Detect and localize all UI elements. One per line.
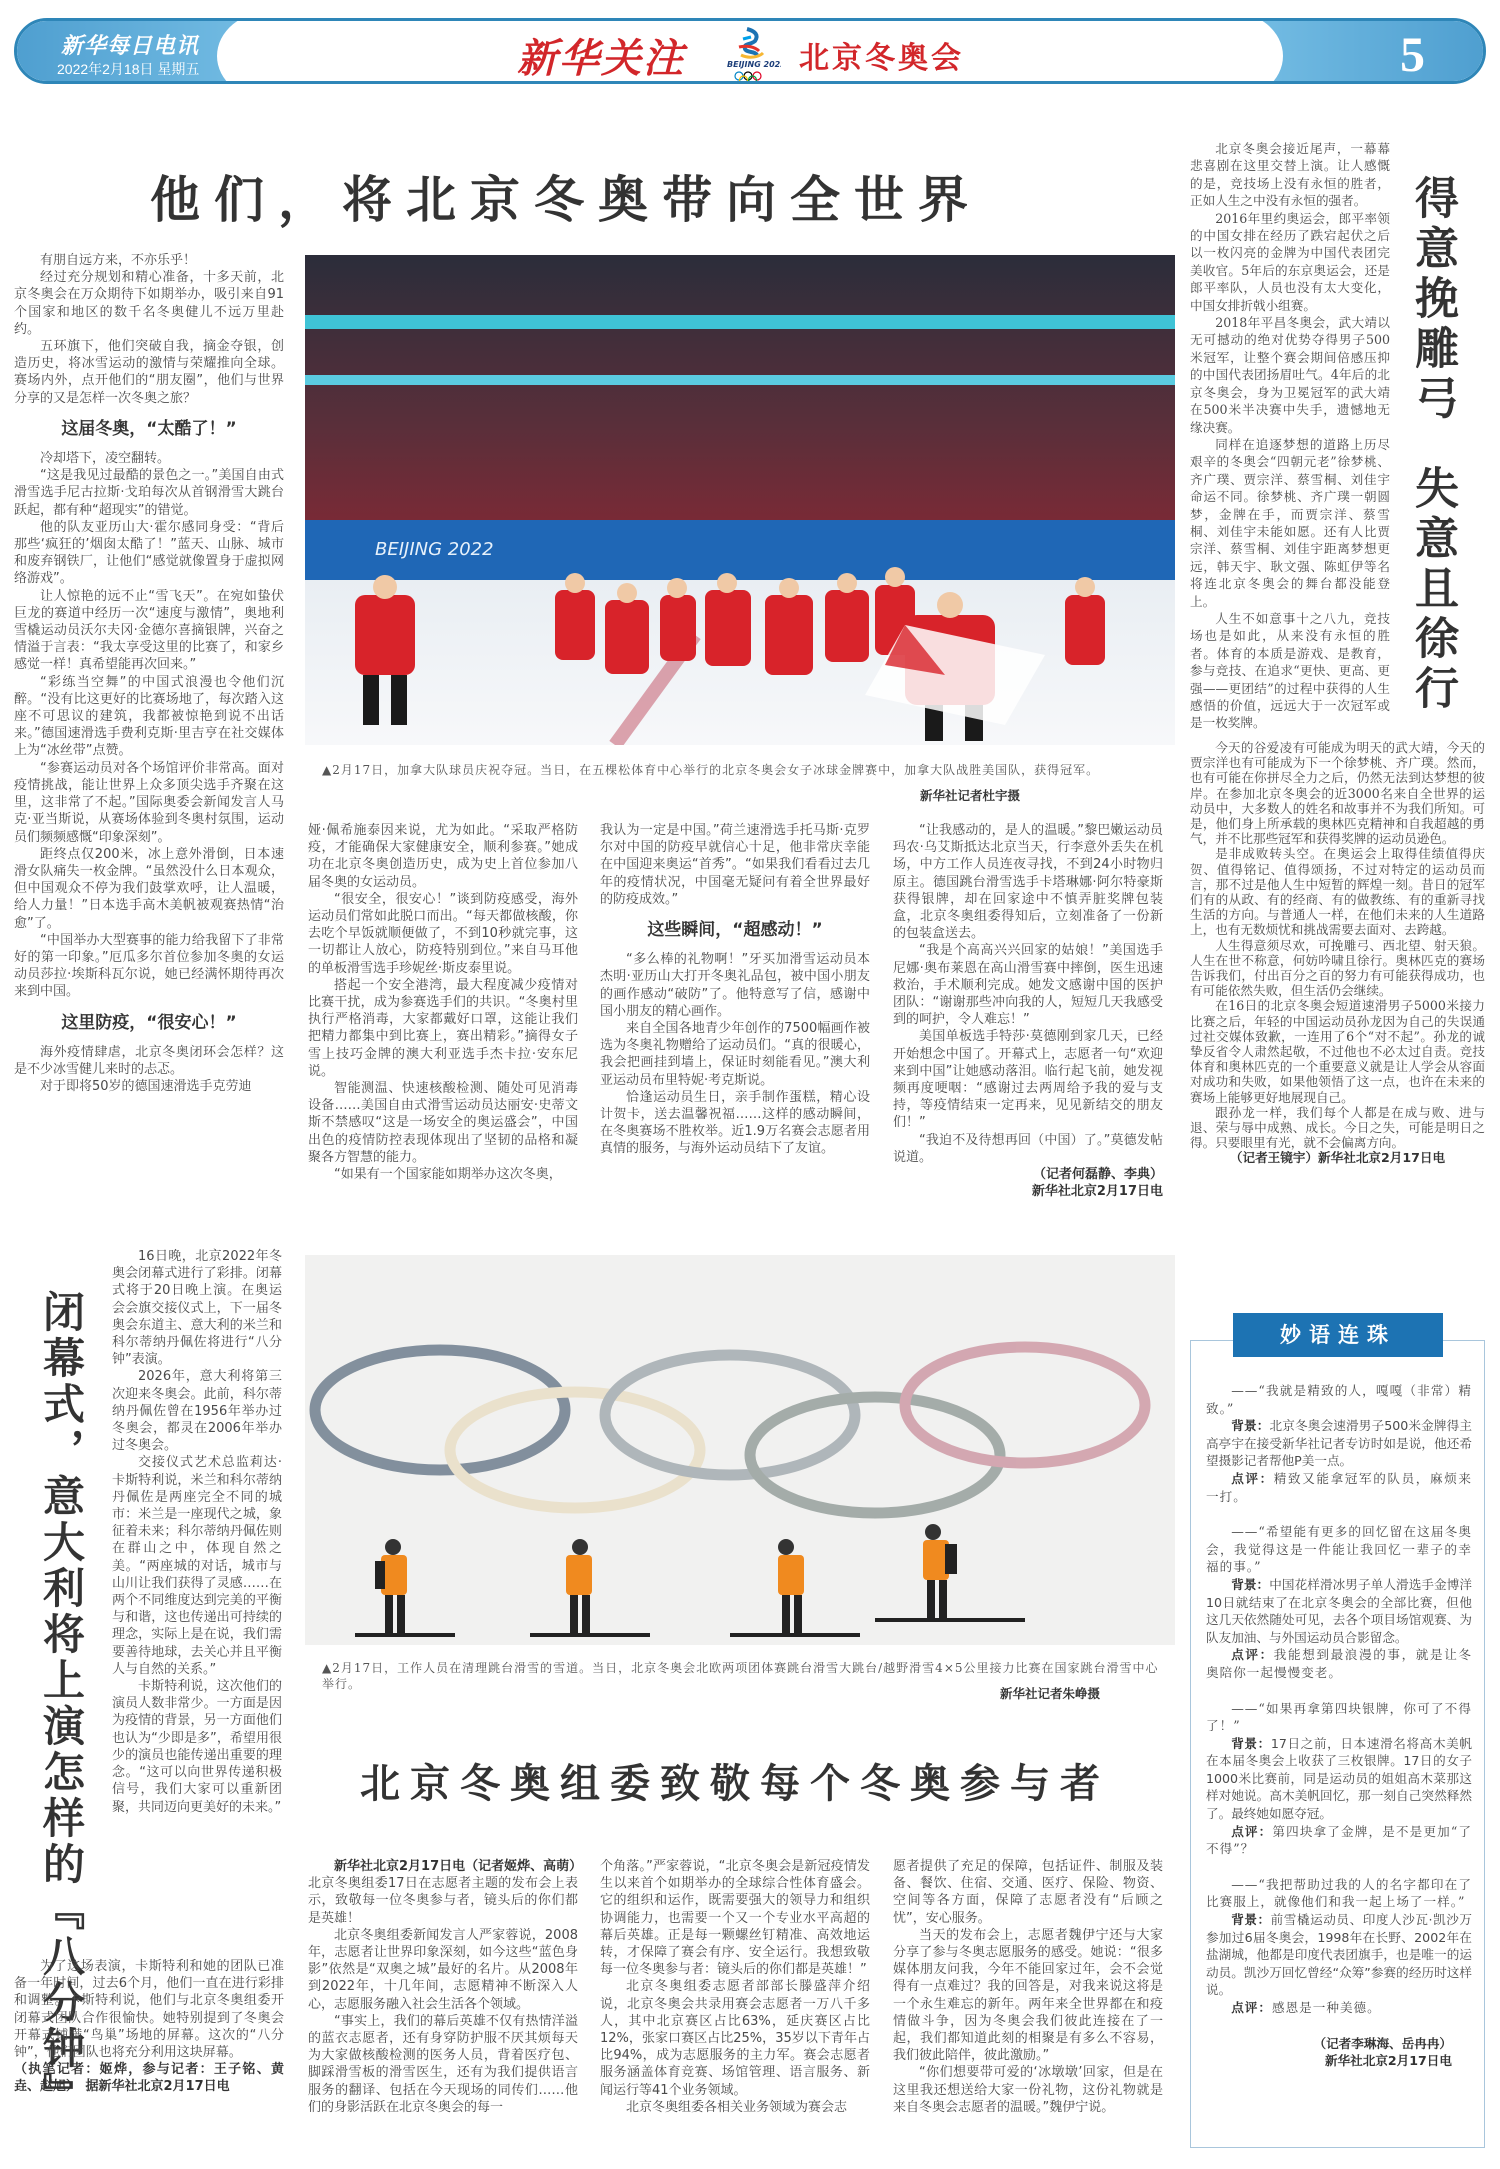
quote-item: ——“我把帮助过我的人的名字都印在了比赛服上，就像他们和我一起上场了一样。” 背景：前雪橇运动员、印度人沙瓦·凯沙万参加过6届冬奥会，1998年在长野、2002年在盐湖城，他都是印度代表团旗手，也是唯一的运动员。凯沙万回忆曾经“众筹”参赛的经历时这样说。 点评：感恩是一种美德。 [1206, 1876, 1472, 2015]
commentary-headline-part1: 得意挽雕弓 [1407, 175, 1458, 425]
svg-text:BEIJING 2022: BEIJING 2022 [375, 539, 494, 560]
masthead [14, 18, 1486, 84]
volunteer-story-col3: 愿者提供了充足的保障，包括证件、制服及装备、餐饮、住宿、交通、医疗、保险、物资、空间等各方面，保障了志愿者没有“后顾之忧”，安心服务。 当天的发布会上，志愿者魏伊宁还与大家分享了参与冬奥志愿服务的感受。她说：“很多媒体朋友问我，今年不能回家过年，会不会觉得有一点难过？我的回答是，对我来说这将是一个永生难忘的新年。两年来全世界都在和疫情做斗争，因为冬奥会我们彼此连接在了一起，我们都知道此刻的相聚是有多么不容易，我们彼此陪伴，彼此激励。” “你们想要带可爱的‘冰墩墩’回家，但是在这里我还想送给大家一份礼物，这份礼物就是来自冬奥会志愿者的温暖。”魏伊宁说。 [893, 1859, 1163, 2115]
section-title: 新华关注 [517, 35, 685, 82]
beijing-2022-logo-icon [725, 25, 781, 83]
masthead-left-curve [217, 18, 327, 84]
volunteer-story-headline: 北京冬奥组委致敬每个冬奥参与者 [360, 1760, 1110, 1807]
commentary-narrow-col: 北京冬奥会接近尾声，一幕幕悲喜剧在这里交替上演。让人感慨的是，竞技场上没有永恒的胜者，正如人生之中没有永恒的强者。 2016年里约奥运会，郎平率领的中国女排在经历了跌宕起伏之后以一枚闪亮的金牌为中国代表团完美收官。5年后的东京奥运会，还是郎平率队，人员也没有太大变化，中国女排折戟小组赛。 2018年平昌冬奥会，武大靖以无可撼动的绝对优势夺得男子500米冠军，让整个赛会期间倍感压抑的中国代表团扬眉吐气。4年后的北京冬奥会，身为卫冕冠军的武大靖在500米半决赛中失手，遗憾地无缘决赛。 同样在追逐梦想的道路上历尽艰辛的冬奥会“四朝元老”徐梦桃、齐广璞、贾宗洋、蔡雪桐、刘佳宇命运不同。徐梦桃、齐广璞一朝圆梦，金牌在手，而贾宗洋、蔡雪桐、刘佳宇未能如愿。还有人比贾宗洋、蔡雪桐、刘佳宇距离梦想更远，韩天宇、耿文强、陈虹伊等名将连北京冬奥会的舞台都没能登上。 人生不如意事十之八九，竞技场也是如此，从来没有永恒的胜者。体育的本质是游戏、是教育，参与竞技、在追求“更快、更高、更强——更团结”的过程中获得的人生感悟的价值，远远大于一次冠军或是一枚奖牌。 [1190, 141, 1390, 731]
main-headline: 他们，将北京冬奥带向全世界 [150, 170, 982, 229]
masthead-right-curve [1173, 18, 1283, 84]
closing-story-tail: 为了这场表演，卡斯特利和她的团队已准备一年时间，过去6个月，他们一直在进行彩排和调整。卡斯特利说，他们与北京冬奥组委开闭幕式团队合作很愉快。她特别提到了冬奥会开幕式铺满“鸟巢”场地的屏幕。这次的“八分钟”，他们团队也将充分利用这块屏幕。 （执笔记者：姬烨，参与记者：王子铭、黄垚、赵旭） 据新华社北京2月17日电 [14, 1959, 284, 2095]
commentary-wide-col: 今天的谷爱凌有可能成为明天的武大靖，今天的贾宗洋也有可能成为下一个徐梦桃、齐广璞。然而，也有可能在你拼尽全力之后，仍然无法到达梦想的彼岸。在参加北京冬奥会的近3000名来自全世界的运动员中，大多数人的姓名和故事并不为我们所知。可是，他们身上所承载的奥林匹克精神和自我超越的勇气，并不比那些冠军和获得奖牌的运动员逊色。 是非成败转头空。在奥运会上取得佳绩值得庆贺、值得铭记、值得颂扬，不过对特定的运动员而言，那不过是他人生中短暂的辉煌一刻。昔日的冠军们有的从政、有的经商、有的做教练、有的重新寻找生活的方向。与普通人一样，在他们未来的人生道路上，也有无数烦忧和挑战需要去面对、去跨越。 人生得意须尽欢，可挽雕弓、西北望、射天狼。人生在世不称意，何妨吟啸且徐行。奥林匹克的赛场告诉我们，付出百分之百的努力有可能获得成功，也有可能依然失败，但生活仍会继续。 在16日的北京冬奥会短道速滑男子5000米接力比赛之后，年轻的中国运动员孙龙因为自己的失误通过社交媒体致歉，一连用了6个“对不起”。孙龙的诚挚反省令人肃然起敬，不过他也不必太过自责。竞技体育和奥林匹克的一个重要意义就是让人学会从容面对成功和失败，如果他领悟了这一点，也许在未来的赛场上能够更好地展现自己。 跟孙龙一样，我们每个人都是在成与败、进与退、荣与辱中成熟、成长。今日之失，可能是明日之得。只要眼里有光，就不会偏离方向。 （记者王镜宇）新华社北京2月17日电 [1190, 740, 1485, 1166]
volunteer-story-col2: 个角落。”严家蓉说，“北京冬奥会是新冠疫情发生以来首个如期举办的全球综合性体育盛会。它的组织和运作，既需要强大的领导力和组织协调能力，也需要一个又一个专业水平高超的幕后英雄。正是每一颗螺丝钉精准、高效地运转，才保障了赛会有序、安全运行。我想致敬每一位冬奥参与者：镜头后的你们都是英雄！” 北京冬奥组委志愿者部部长滕盛萍介绍说，北京冬奥会共录用赛会志愿者一万八千多人，其中北京赛区占比63%，延庆赛区占比12%，张家口赛区占比25%，35岁以下青年占比94%，成为志愿服务的主力军。赛会志愿者服务涵盖体育竞赛、场馆管理、语言服务、新闻运行等41个业务领域。 北京冬奥组委各相关业务领域为赛会志 [600, 1859, 870, 2115]
quotes-sidebar-content [1206, 1382, 1472, 2070]
section-heading: 这里防疫，“很安心！” [61, 1012, 237, 1033]
main-story-byline: （记者何磊静、李典） [1032, 1167, 1163, 1183]
closing-story-headline: 闭幕式，意大利将上演怎样的『八分钟』 [37, 1290, 86, 2118]
photo1-caption: ▲2月17日，加拿大队球员庆祝夺冠。当日，在五棵松体育中心举行的北京冬奥会女子冰球金牌赛中，加拿大队战胜美国队，获得冠军。 [322, 763, 1100, 777]
main-story-col4: “让我感动的，是人的温暖。”黎巴嫩运动员玛农·乌艾斯抵达北京当天，行李意外丢失在机场，中方工作人员连夜寻找，不到24小时物归原主。德国跳台滑雪选手卡塔琳娜·阿尔特豪斯获得银牌，却在回家途中不慎弄脏奖牌包装盒，北京冬奥组委得知后，立刻准备了一份新的包装盒送去。 “我是个高高兴兴回家的姑娘！”美国选手尼娜·奥布莱恩在高山滑雪赛中摔倒，医生迅速救治，手术顺利完成。她发文感谢中国的医护团队：“谢谢那些冲向我的人，短短几天我感受到的呵护，令人难忘！” 美国单板选手特莎·莫德刚到家几天，已经开始想念中国了。开幕式上，志愿者一句“欢迎来到中国”让她感动落泪。临行起飞前，她发视频再度哽咽：“感谢过去两周给予我的爱与支持，等疫情结束一定再来，见见新结交的朋友们！” “我迫不及待想再回（中国）了。”莫德发帖说道。 （记者何磊静、李典） 新华社北京2月17日电 [893, 823, 1163, 1200]
section-heading: 这届冬奥，“太酷了！” [61, 418, 237, 439]
photo2-credit: 新华社记者朱峥摄 [1000, 1686, 1101, 1701]
section-subtitle: 北京冬奥会 [799, 41, 964, 76]
quote-item: ——“希望能有更多的回忆留在这届冬奥会，我觉得这是一件能让我回忆一辈子的幸福的事。” 背景：中国花样滑冰男子单人滑选手金博洋10日就结束了在北京冬奥会的全部比赛，但他这几天依然随处可见，去各个项目场馆观赛、为队友加油、与外国运动员合影留念。 点评：我能想到最浪漫的事，就是让冬奥陪你一起慢慢变老。 [1206, 1524, 1473, 1680]
main-story-col1: 有朋自远方来，不亦乐乎！ 经过充分规划和精心准备，十多天前，北京冬奥会在万众期待下如期举办，吸引来自91个国家和地区的数千名冬奥健儿不远万里赴约。 五环旗下，他们突破自我，摘金夺银，创造历史，将冰雪运动的激情与荣耀推向全球。赛场内外，点开他们的“朋友圈”，他们与世界分享的又是怎样一次冬奥之旅？ 这届冬奥，“太酷了！” 冷却塔下，凌空翻转。 “这是我见过最酷的景色之一。”美国自由式滑雪选手尼古拉斯·戈珀每次从首钢滑雪大跳台跃起，都有种“超现实”的错觉。 他的队友亚历山大·霍尔感同身受：“背后那些‘疯狂的’烟囱太酷了！”蓝天、山脉、城市和废弃钢铁厂，让他们“感觉就像置身于虚拟网络游戏”。 让人惊艳的远不止“雪飞天”。在宛如蛰伏巨龙的赛道中经历一次“速度与激情”，奥地利雪橇运动员沃尔夫冈·金德尔喜摘银牌，兴奋之情溢于言表：“我太享受这里的比赛了，和家乡感觉一样！真希望能再次回来。” “彩练当空舞”的中国式浪漫也令他们沉醉。“没有比这更好的比赛场地了，每次踏入这座不可思议的建筑，我都被惊艳到说不出话来。”德国速滑选手费利克斯·里吉亨在社交媒体上为“冰丝带”点赞。 “参赛运动员对各个场馆评价非常高。面对疫情挑战，能让世界上众多顶尖选手齐聚在这里，这非常了不起。”国际奥委会新闻发言人马克·亚当斯说，从赛场体验到冬奥村氛围，运动员们频频感慨“印象深刻”。 距终点仅200米，冰上意外滑倒，日本速滑女队痛失一枚金牌。“虽然没什么日本观众，但中国观众不停为我们鼓掌欢呼，让人温暖，给人力量！”日本选手高木美帆被观赛热情“治愈”了。 “中国举办大型赛事的能力给我留下了非常好的第一印象。”厄瓜多尔首位参加冬奥的女运动员莎拉·埃斯科瓦尔说，她已经满怀期待再次来到中国。 这里防疫，“很安心！” 海外疫情肆虐，北京冬奥闭环会怎样？这是不少冰雪健儿来时的忐忑。 对于即将50岁的德国速滑选手克劳迪 [14, 253, 284, 1095]
photo2-caption: ▲2月17日，工作人员在清理跳台滑雪的雪道。当日，北京冬奥会北欧两项团体赛跳台滑雪大跳台/越野滑雪4×5公里接力比赛在国家跳台滑雪中心举行。 [322, 1661, 1159, 1691]
photo-canada-hockey-celebration [305, 255, 1175, 745]
issue-date: 2022年2月18日 星期五 [57, 61, 200, 77]
page-number: 5 [1400, 26, 1425, 82]
main-story-col2: 娅·佩希施泰因来说，尤为如此。“采取严格防疫，才能确保大家健康安全，顺利参赛。”她成功在北京冬奥创造历史，成为史上首位参加八届冬奥的女运动员。 “很安全，很安心！”谈到防疫感受，海外运动员们常如此脱口而出。“每天都做核酸，你去吃个早饭就顺便做了，不到10秒就完事，这一切都让人放心，防疫特别到位。”来自马耳他的单板滑雪选手珍妮丝·斯皮泰里说。 搭起一个安全港湾，最大程度减少疫情对比赛干扰，成为参赛选手们的共识。“冬奥村里执行严格消毒，大家都戴好口罩，这能让我们把精力都集中到比赛上，赛出精彩。”摘得女子雪上技巧金牌的澳大利亚选手杰卡拉·安东尼说。 智能测温、快速核酸检测、随处可见消毒设备……美国自由式滑雪运动员达丽安·史蒂文斯不禁感叹“这是一场安全的奥运盛会”，中国出色的疫情防控表现体现出了坚韧的品格和凝聚各方智慧的能力。 “如果有一个国家能如期举办这次冬奥， [308, 823, 578, 1183]
closing-story-body: 16日晚，北京2022年冬奥会闭幕式进行了彩排。闭幕式将于20日晚上演。在奥运会会旗交接仪式上，下一届冬奥会东道主、意大利的米兰和科尔蒂纳丹佩佐将进行“八分钟”表演。 2026年，意大利将第三次迎来冬奥会。此前，科尔蒂纳丹佩佐曾在1956年举办过冬奥会，都灵在2006年举办过冬奥会。 交接仪式艺术总监莉达·卡斯特利说，米兰和科尔蒂纳丹佩佐是两座完全不同的城市：米兰是一座现代之城，象征着未来；科尔蒂纳丹佩佐则在群山之中，体现自然之美。“两座城的对话，城市与山川让我们获得了灵感……在两个不同维度达到完美的平衡与和谐，这也传递出可持续的理念，实际上是在说，我们需要善待地球，去关心并且平衡人与自然的关系。” 卡斯特利说，这次他们的演员人数非常少。一方面是因为疫情的背景，另一方面他们也认为“少即是多”，希望用很少的演员也能传递出重要的理念。“这可以向世界传递积极信号，我们大家可以重新团聚，共同迈向更美好的未来。” [112, 1249, 282, 1815]
main-story-dateline: 新华社北京2月17日电 [1031, 1184, 1163, 1200]
commentary-byline: （记者王镜宇）新华社北京2月17日电 [1229, 1150, 1446, 1166]
closing-story-byline: （执笔记者：姬烨，参与记者：王子铭、黄垚、赵旭） 据新华社北京2月17日电 [14, 2062, 284, 2095]
photo-ski-jump-workers [305, 1255, 1175, 1645]
volunteer-story-lead-bold: 新华社北京2月17日电（记者姬烨、高萌） [334, 1859, 583, 1874]
quotes-byline: （记者李琳海、岳冉冉） [1313, 2035, 1452, 2051]
commentary-headline-part2: 失意且徐行 [1407, 465, 1458, 715]
quotes-dateline: 新华社北京2月17日电 [1324, 2053, 1452, 2069]
quote-item: ——“如果再拿第四块银牌，你可了不得了！” 背景：17日之前，日本速滑名将高木美帆在本届冬奥会上收获了三枚银牌。17日的女子1000米比赛前，同是运动员的姐姐高木菜那这样对她说。高木美帆回忆，那一刻自己突然释然了。最终她如愿夺冠。 点评：第四块拿了金牌，是不是更加“了不得”？ [1206, 1700, 1472, 1857]
quotes-sidebar-title: 妙语连珠 [1233, 1313, 1443, 1357]
main-story-col3: 我认为一定是中国。”荷兰速滑选手托马斯·克罗尔对中国的防疫早就信心十足，他非常庆幸能在中国迎来奥运“首秀”。“如果我们看看过去几年的疫情状况，中国毫无疑问有着全世界最好的防疫成效。” 这些瞬间，“超感动！” “多么棒的礼物啊！”牙买加滑雪运动员本杰明·亚历山大打开冬奥礼品包，被中国小朋友的画作感动“破防”了。他特意写了信，感谢中国小朋友的精心画作。 来自全国各地青少年创作的7500幅画作被选为冬奥礼物赠给了运动员们。“真的很暖心，我会把画挂到墙上，保证时刻能看见。”澳大利亚运动员布里特妮·考克斯说。 恰逢运动员生日，亲手制作蛋糕，精心设计贺卡，送去温馨祝福……这样的感动瞬间，在冬奥赛场不胜枚举。近1.9万名赛会志愿者用真情的服务，与海外运动员结下了友谊。 [600, 823, 870, 1157]
section-heading: 这些瞬间，“超感动！” [647, 920, 823, 941]
newspaper-brand: 新华每日电讯 [61, 33, 200, 59]
photo1-credit: 新华社记者杜宇摄 [920, 788, 1021, 803]
volunteer-story-col1: 新华社北京2月17日电（记者姬烨、高萌）北京冬奥组委17日在志愿者主题的发布会上表示，致敬每一位冬奥参与者，镜头后的你们都是英雄！ 北京冬奥组委新闻发言人严家蓉说，2008年，志愿者让世界印象深刻，如今这些“蓝色身影”依然是“双奥之城”最好的名片。从2008年到2022年，十几年间，志愿精神不断深入人心，志愿服务融入社会生活各个领域。 “事实上，我们的幕后英雄不仅有热情洋溢的蓝衣志愿者，还有身穿防护服不厌其烦每天为大家做核酸检测的医务人员，背着医疗包、脚踩滑雪板的滑雪医生，还有为我们提供语言服务的翻译、包括在今天现场的同传们……他们的身影活跃在北京冬奥会的每一 [308, 1859, 583, 2115]
svg-text:BEIJING 2022: BEIJING 2022 [727, 60, 781, 69]
quote-item: ——“我就是精致的人，嘎嘎（非常）精致。” 背景：北京冬奥会速滑男子500米金牌得主高亭宇在接受新华社记者专访时如是说，他还希望摄影记者帮他P美一点。 点评：精致又能拿冠军的队员，麻烦来一打。 [1206, 1383, 1473, 1504]
